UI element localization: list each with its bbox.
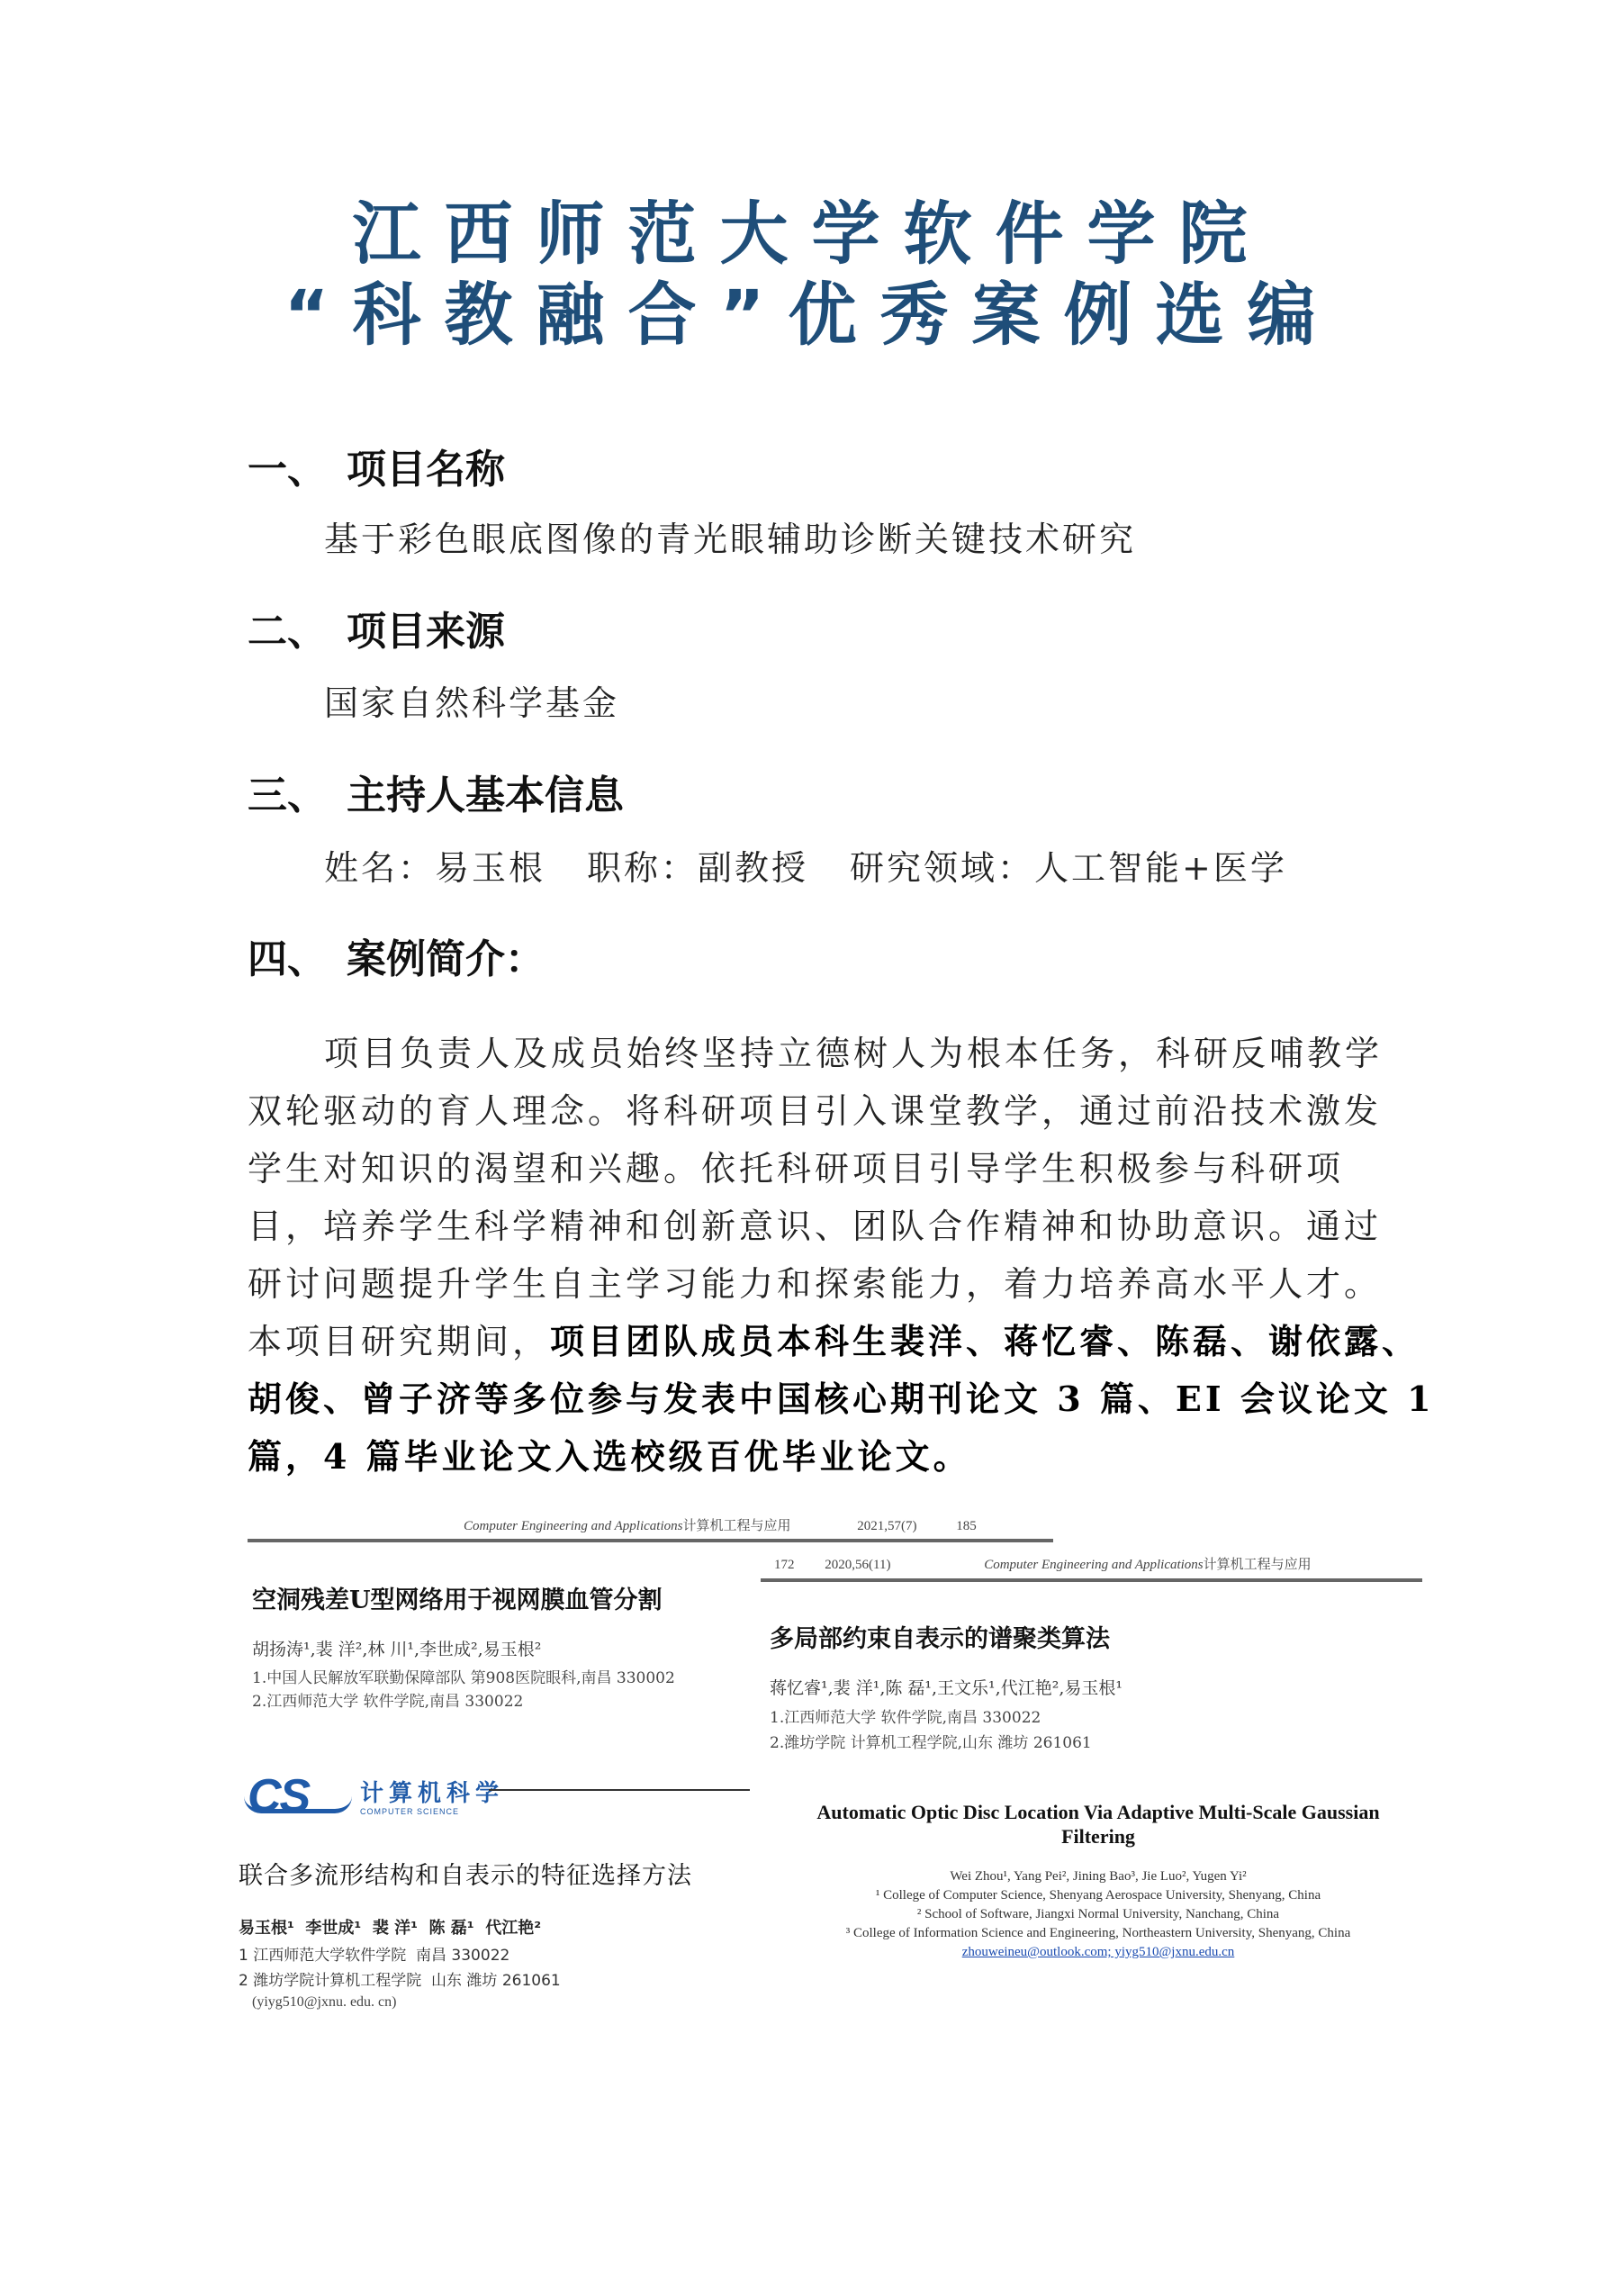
cs-logo-subtitle: COMPUTER SCIENCE — [360, 1807, 460, 1816]
paper-3-affiliation-1: 1 江西师范大学软件学院 南昌 330022 — [239, 1947, 510, 1965]
paper-1-header-rule — [248, 1539, 1053, 1542]
section-2-title: 项目来源 — [347, 609, 505, 655]
host-name: 姓名：易玉根 — [324, 848, 546, 888]
paper-2-journal: Computer Engineering and Applications — [984, 1558, 1204, 1572]
paper-1-affiliation-1: 1.中国人民解放军联勤保障部队 第908医院眼科,南昌 330002 — [252, 1669, 675, 1687]
paper-2-title: 多局部约束自表示的谱聚类算法 — [770, 1625, 1110, 1653]
section-1-heading — [248, 447, 505, 493]
paper-2-header — [774, 1554, 1312, 1573]
paper-4-affiliation-1: ¹ College of Computer Science, Shenyang Aerospace University, Shenyang, China — [875, 1888, 1321, 1903]
paper-clipping-3 — [236, 1850, 762, 2030]
project-name: 基于彩色眼底图像的青光眼辅助诊断关键技术研究 — [324, 520, 1137, 559]
section-1-title: 项目名称 — [347, 447, 505, 493]
paper-3-email: (yiyg510@jxnu. edu. cn) — [252, 1994, 397, 2010]
section-1-number: 一、 — [248, 447, 327, 493]
paper-1-journal-cn: 计算机工程与应用 — [682, 1517, 791, 1533]
paper-1-issue: 2021,57(7) — [857, 1519, 917, 1533]
computer-science-journal-logo — [248, 1769, 752, 1832]
intro-line — [248, 1428, 1382, 1486]
page-title-line-2: “科教融合”优秀案例选编 — [284, 275, 1339, 355]
intro-line: 目，培养学生科学精神和创新意识、团队合作精神和协助意识。通过 — [248, 1207, 1383, 1246]
section-4-title: 案例简介： — [347, 936, 545, 982]
paper-3-title: 联合多流形结构和自表示的特征选择方法 — [239, 1862, 692, 1890]
intro-bold-text: 胡俊、曾子济等多位参与发表中国核心期刊论文 3 篇、EI 会议论文 1 — [248, 1379, 1435, 1419]
intro-line — [248, 1370, 1435, 1428]
host-info — [324, 848, 1329, 888]
paper-2-journal-cn: 计算机工程与应用 — [1203, 1556, 1312, 1572]
host-title: 职称：副教授 — [587, 848, 809, 888]
section-2-heading — [248, 609, 505, 655]
paper-1-journal: Computer Engineering and Applications — [464, 1519, 683, 1533]
paper-4-affiliation-3: ³ College of Information Science and Engineering, Northeastern University, Shenyang, China — [845, 1926, 1351, 1940]
host-field: 研究领域：人工智能+医学 — [850, 848, 1287, 888]
intro-line-mixed — [248, 1313, 1420, 1370]
section-3-heading — [248, 773, 624, 818]
intro-text: 本项目研究期间， — [248, 1322, 551, 1361]
paper-2-affiliation-1: 1.江西师范大学 软件学院,南昌 330022 — [770, 1709, 1041, 1727]
paper-3-authors: 易玉根¹ 李世成¹ 裴 洋¹ 陈 磊¹ 代江艳² — [239, 1919, 542, 1938]
cs-logo-mark: CS — [248, 1770, 310, 1822]
section-3-number: 三、 — [248, 773, 327, 818]
paper-4-affiliation-2: ² School of Software, Jiangxi Normal University, Nanchang, China — [916, 1907, 1280, 1921]
paper-4-title-line-2: Filtering — [1061, 1825, 1135, 1848]
paper-4-email[interactable]: zhouweineu@outlook.com; yiyg510@jxnu.edu.cn — [961, 1945, 1235, 1959]
paper-2-authors: 蒋忆睿¹,裴 洋¹,陈 磊¹,王文乐¹,代江艳²,易玉根¹ — [770, 1678, 1123, 1698]
paper-clipping-4 — [774, 1801, 1422, 1981]
case-intro-paragraph — [248, 1025, 1435, 1486]
paper-3-affiliation-2: 2 潍坊学院计算机工程学院 山东 潍坊 261061 — [239, 1972, 561, 1990]
project-source: 国家自然科学基金 — [324, 683, 620, 723]
paper-clipping-2 — [761, 1547, 1427, 1772]
section-3-title: 主持人基本信息 — [347, 773, 624, 818]
paper-1-title: 空洞残差U型网络用于视网膜血管分割 — [252, 1586, 663, 1614]
page-title-line-1: 江西师范大学软件学院 — [352, 194, 1271, 274]
intro-line: 学生对知识的渴望和兴趣。依托科研项目引导学生积极参与科研项 — [248, 1149, 1345, 1189]
paper-2-page: 172 — [774, 1558, 795, 1572]
paper-4-email-wrap — [774, 1943, 1422, 1962]
paper-4-title-line-1: Automatic Optic Disc Location Via Adaptive Multi-Scale Gaussian — [816, 1801, 1380, 1823]
cs-logo-swoosh — [244, 1796, 352, 1813]
cs-logo-name: 计算机科学 — [360, 1780, 505, 1807]
paper-1-authors: 胡扬涛¹,裴 洋²,林 川¹,李世成²,易玉根² — [252, 1640, 542, 1659]
section-4-heading — [248, 936, 545, 982]
section-4-number: 四、 — [248, 936, 327, 982]
section-2-number: 二、 — [248, 609, 327, 655]
paper-2-header-rule — [761, 1578, 1422, 1582]
paper-1-header — [464, 1515, 977, 1534]
paper-2-issue: 2020,56(11) — [825, 1558, 891, 1572]
intro-line: 项目负责人及成员始终坚持立德树人为根本任务，科研反哺教学 — [324, 1034, 1384, 1073]
intro-bold-text: 项目团队成员本科生裴洋、蒋忆睿、陈磊、谢依露、 — [550, 1321, 1420, 1361]
intro-bold-text: 篇，4 篇毕业论文入选校级百优毕业论文。 — [248, 1436, 971, 1477]
intro-line: 研讨问题提升学生自主学习能力和探索能力，着力培养高水平人才。 — [248, 1264, 1383, 1304]
intro-line: 双轮驱动的育人理念。将科研项目引入课堂教学，通过前沿技术激发 — [248, 1091, 1383, 1131]
cs-logo-rule — [489, 1789, 750, 1791]
paper-1-page: 185 — [956, 1519, 977, 1533]
paper-2-affiliation-2: 2.潍坊学院 计算机工程学院,山东 潍坊 261061 — [770, 1734, 1092, 1752]
paper-1-affiliation-2: 2.江西师范大学 软件学院,南昌 330022 — [252, 1693, 524, 1711]
paper-4-authors: Wei Zhou¹, Yang Pei², Jining Bao³, Jie Luo², Yugen Yi² — [950, 1869, 1247, 1884]
